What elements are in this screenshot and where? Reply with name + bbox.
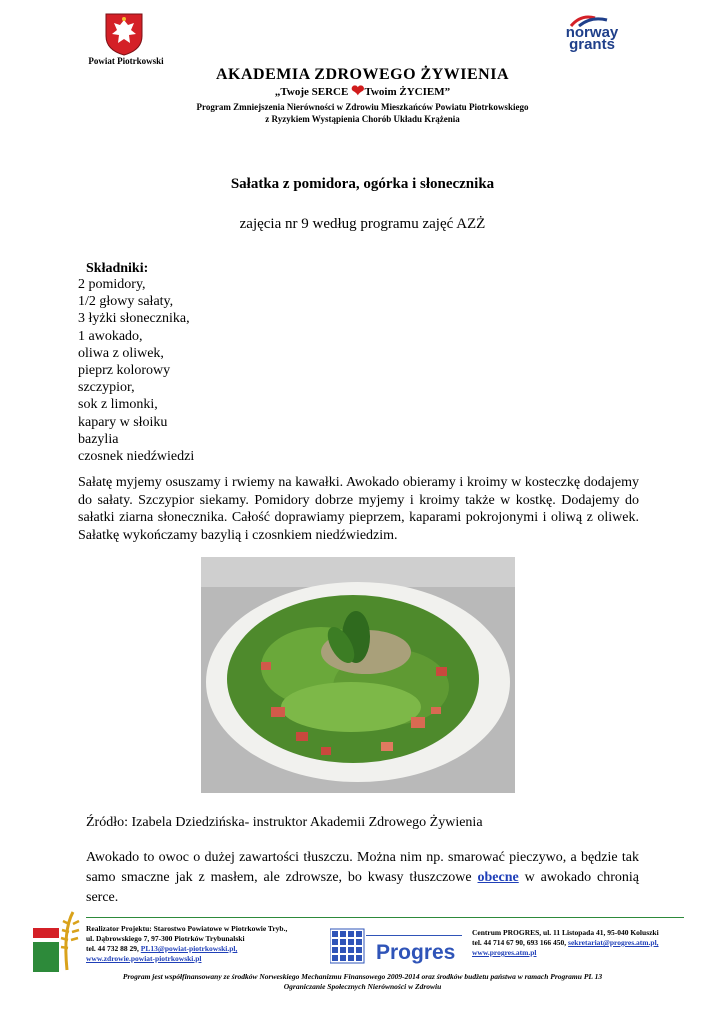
ingredient-item: 1/2 głowy sałaty, — [78, 294, 174, 310]
realizator-www-link[interactable]: www.zdrowie.powiat-piotrkowski.pl — [86, 954, 202, 963]
footer-divider — [86, 917, 684, 918]
avocado-link[interactable]: obecne — [477, 870, 519, 885]
ingredients-list — [78, 276, 194, 465]
ingredient-item: oliwa z oliwek, — [78, 345, 164, 361]
ingredient-item: 1 awokado, — [78, 328, 143, 344]
avocado-text-start: Awokado to owoc o dużej zawartości tłuszczu. Można nim np. smarować pieczywo, a będzie tak samo smaczne jak z masłem, ale zdrowsze, bo kwasy tłuszczowe — [86, 850, 639, 885]
realizator-phone: tel. 44 732 88 29, — [86, 944, 141, 953]
ingredient-item: sok z limonki, — [78, 397, 158, 413]
program-description — [0, 101, 725, 125]
realizator-email-link[interactable]: PL13@powiat-piotrkowski.pl, — [140, 944, 238, 953]
norway-grants-logo — [557, 14, 647, 54]
avocado-info — [86, 848, 639, 908]
project-realizator — [86, 924, 287, 964]
progres-logo-text: Progres — [376, 941, 456, 964]
county-coat-of-arms-icon — [104, 12, 144, 56]
motto-part-1: „Twoje SERCE — [274, 86, 352, 98]
ingredients-heading: Składniki: — [86, 261, 149, 276]
cofinancing-note — [0, 972, 725, 992]
recipe-source: Źródło: Izabela Dziedzińska- instruktor Akademii Zdrowego Żywienia — [86, 815, 483, 830]
preparation-method: Sałatę myjemy osuszamy i rwiemy na kawałki. Awokado obieramy i kroimy w kosteczkę dodajemy do sałaty. Szczypior siekamy. Pomidory dobrze myjemy i kroimy także w kostkę. Dodajemy do sałatki ziarna słonecznika. Całość doprawiamy pieprzem, kaparami pokrojonymi i oliwą z oliwek. Sałatkę wykończamy bazylią i czosnkiem niedźwiedzim. — [78, 475, 639, 543]
cofin-line-2: Ograniczanie Społecznych Nierówności w Zdrowiu — [283, 982, 442, 991]
academy-title: AKADEMIA ZDROWEGO ŻYWIENIA — [215, 66, 510, 83]
heart-icon: ❤ — [351, 83, 365, 100]
realizator-line-2: ul. Dąbrowskiego 7, 97-300 Piotrków Trybunalski — [86, 934, 245, 943]
motto-part-2: Twoim ŻYCIEM” — [364, 86, 451, 98]
ingredient-item: pieprz kolorowy — [78, 363, 171, 379]
recipe-title: Sałatka z pomidora, ogórka i słonecznika — [230, 176, 495, 192]
ingredient-item: czosnek niedźwiedzi — [78, 449, 195, 465]
county-name: Powiat Piotrkowski — [88, 56, 164, 66]
ingredient-item: bazylia — [78, 431, 119, 447]
centrum-phone: tel. 44 714 67 90, 693 166 450, — [472, 938, 569, 947]
centrum-email-link[interactable]: sekretariat@progres.atm.pl, — [568, 938, 659, 947]
county-programme-logo — [33, 910, 83, 972]
centrum-progres-info — [472, 928, 659, 958]
realizator-line-1: Realizator Projektu: Starostwo Powiatowe w Piotrkowie Tryb., — [86, 924, 288, 933]
norway-grants-text-2: grants — [569, 36, 615, 53]
centrum-line-1: Centrum PROGRES, ul. 11 Listopada 41, 95-040 Koluszki — [472, 928, 659, 937]
ingredient-item: 2 pomidory, — [78, 277, 146, 292]
realizator-line-3 — [86, 944, 287, 954]
ingredient-item: kapary w słoiku — [78, 414, 168, 430]
program-line-2: z Ryzykiem Wystąpienia Chorób Układu Krążenia — [265, 114, 460, 124]
salad-photo — [201, 557, 515, 793]
centrum-line-2 — [472, 938, 659, 948]
centrum-www-link[interactable]: www.progres.atm.pl — [472, 948, 537, 957]
class-info: zajęcia nr 9 według programu zajęć AZŻ — [239, 216, 486, 232]
ingredient-item: szczypior, — [78, 380, 135, 396]
ingredient-item: 3 łyżki słonecznika, — [78, 311, 190, 327]
cofin-line-1: Program jest współfinansowany ze środków Norweskiego Mechanizmu Finansowego 2009-2014 oraz środków budżetu państwa w ramach Programu PL 13 — [122, 972, 603, 981]
program-line-1: Program Zmniejszenia Nierówności w Zdrowiu Mieszkańców Powiatu Piotrkowskiego — [196, 102, 529, 112]
norway-grants-text-1: norway — [565, 24, 619, 41]
avocado-text-end: w awokado chronią serce. — [86, 870, 639, 905]
academy-motto — [0, 83, 725, 100]
